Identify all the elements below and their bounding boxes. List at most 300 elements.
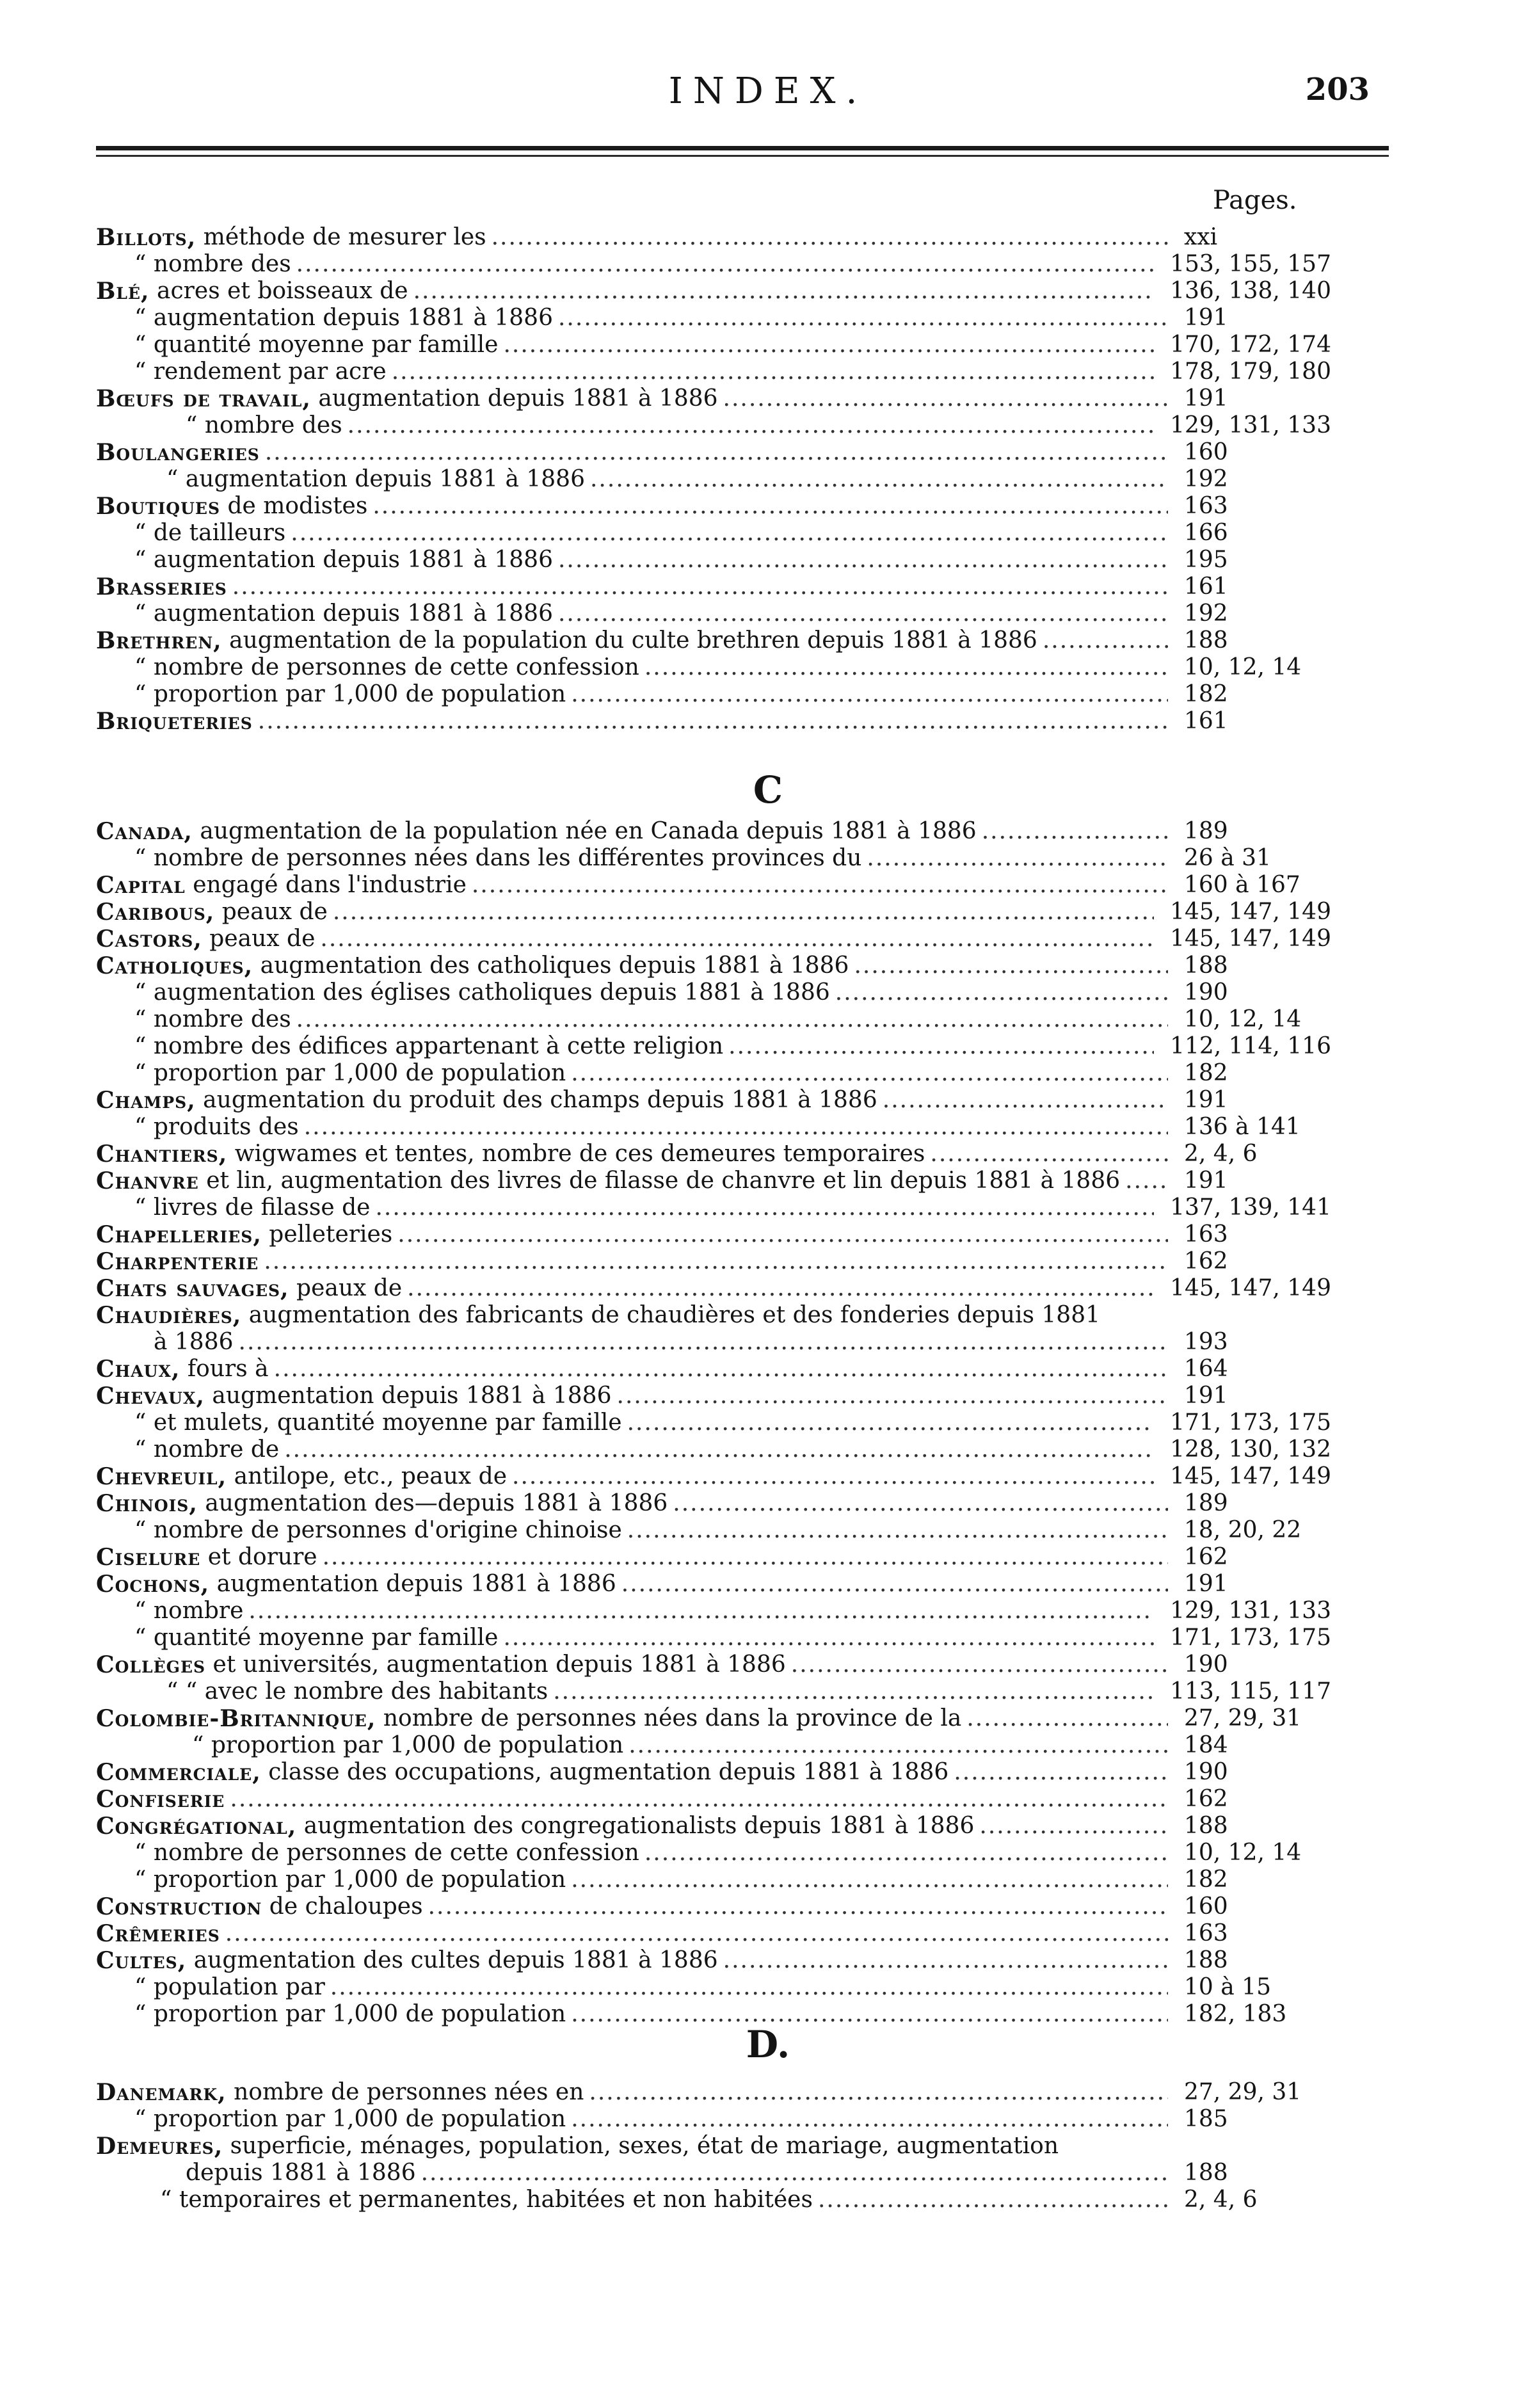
index-entry	[96, 1114, 1331, 1141]
dot-leader	[375, 1194, 1154, 1221]
index-section-c	[96, 818, 1331, 2028]
entry-pages: 160	[1184, 1893, 1228, 1920]
index-entry	[96, 547, 1331, 574]
entry-pages: 163	[1184, 493, 1228, 519]
dot-leader	[558, 600, 1168, 627]
entry-pages: 189	[1184, 1490, 1228, 1516]
entry-description: antilope, etc., peaux de	[227, 1463, 508, 1489]
entry-heading: Castors,	[96, 926, 202, 952]
entry-text	[96, 1947, 1168, 1974]
entry-description: “ nombre des	[134, 1006, 291, 1032]
entry-text	[96, 1759, 1168, 1786]
entry-heading: Danemark,	[96, 2079, 227, 2106]
entry-heading: Chinois,	[96, 1490, 198, 1517]
dot-leader	[954, 1759, 1168, 1786]
entry-description: augmentation de la population du culte brethren depuis 1881 à 1886	[221, 627, 1037, 654]
entry-pages: 163	[1184, 1920, 1228, 1946]
dot-leader	[571, 1060, 1168, 1087]
entry-text	[96, 872, 1168, 899]
entry-pages: 185	[1184, 2106, 1228, 2132]
entry-text	[96, 2160, 1168, 2187]
dot-leader	[628, 1732, 1168, 1759]
index-section-b	[96, 224, 1331, 735]
dot-leader	[397, 1221, 1168, 1248]
entry-text	[96, 305, 1168, 332]
entry-description: “ population par	[134, 1974, 325, 2000]
index-entry	[96, 520, 1331, 547]
dot-leader	[558, 547, 1168, 574]
entry-description: peaux de	[202, 926, 316, 952]
dot-leader	[372, 493, 1168, 520]
entry-text	[96, 439, 1168, 466]
entry-text	[96, 2079, 1168, 2106]
dot-leader	[330, 1974, 1168, 2001]
dot-leader	[225, 1920, 1168, 1947]
entry-pages: 136, 138, 140	[1170, 278, 1331, 304]
index-entry	[96, 2187, 1331, 2213]
entry-text	[96, 251, 1154, 278]
entry-text	[96, 1705, 1168, 1732]
index-entry	[96, 385, 1331, 412]
entry-text	[96, 358, 1154, 385]
index-entry	[96, 1194, 1331, 1221]
entry-heading: Blé,	[96, 278, 150, 305]
entry-pages: 162	[1184, 1544, 1228, 1570]
index-entry	[96, 952, 1331, 979]
entry-description: nombre de personnes nées en	[226, 2079, 584, 2105]
entry-heading: Brethren,	[96, 627, 222, 654]
entry-text	[96, 1786, 1168, 1813]
entry-description: augmentation des cultes depuis 1881 à 1886	[186, 1947, 718, 1973]
index-entry	[96, 1813, 1331, 1840]
entry-heading: Demeures,	[96, 2133, 223, 2160]
index-entry	[96, 1517, 1331, 1544]
dot-leader	[723, 385, 1168, 412]
entry-heading: Caribous,	[96, 899, 215, 926]
entry-text	[96, 627, 1168, 654]
entry-pages: 145, 147, 149	[1170, 926, 1331, 952]
dot-leader	[571, 681, 1168, 708]
dot-leader	[512, 1463, 1154, 1490]
entry-heading: Briqueteries	[96, 708, 253, 735]
section-letter-d: D.	[746, 2023, 790, 2066]
entry-heading: Chaux,	[96, 1356, 180, 1383]
dot-leader	[230, 1786, 1168, 1813]
dot-leader	[258, 708, 1168, 735]
dot-leader	[644, 654, 1168, 681]
entry-heading: Crêmeries	[96, 1920, 220, 1947]
entry-text	[96, 952, 1168, 979]
dot-leader	[1043, 627, 1168, 654]
entry-text	[96, 1571, 1168, 1598]
entry-description: “ augmentation depuis 1881 à 1886	[134, 547, 553, 573]
dot-leader	[472, 872, 1168, 899]
entry-text	[96, 1194, 1154, 1221]
entry-pages: 191	[1184, 385, 1228, 412]
header-rule-thin	[96, 155, 1389, 157]
entry-description: “ temporaires et permanentes, habitées et non habitées	[160, 2187, 813, 2213]
entry-pages: 188	[1184, 2160, 1228, 2186]
entry-description: augmentation des—depuis 1881 à 1886	[197, 1490, 668, 1516]
entry-text	[96, 1141, 1168, 1168]
entry-text	[96, 600, 1168, 627]
index-entry	[96, 1141, 1331, 1168]
entry-description: augmentation de la population née en Canada depuis 1881 à 1886	[192, 818, 977, 844]
index-section-d	[96, 2079, 1331, 2213]
entry-pages: 193	[1184, 1329, 1228, 1355]
entry-heading: Chapelleries,	[96, 1221, 262, 1248]
entry-pages: 188	[1184, 952, 1228, 979]
index-entry	[96, 305, 1331, 332]
index-entry	[96, 1033, 1331, 1060]
entry-pages: 164	[1184, 1356, 1228, 1382]
index-entry	[96, 1490, 1331, 1517]
entry-description: peaux de	[214, 899, 328, 925]
entry-heading: Commerciale,	[96, 1759, 261, 1786]
index-entry	[96, 627, 1331, 654]
entry-pages: 10 à 15	[1184, 1974, 1271, 2000]
dot-leader	[627, 1409, 1154, 1436]
dot-leader	[392, 358, 1154, 385]
entry-description: augmentation depuis 1881 à 1886	[310, 385, 718, 412]
entry-pages: 178, 179, 180	[1170, 358, 1331, 385]
entry-text	[96, 1893, 1168, 1920]
index-entry	[96, 681, 1331, 708]
section-letter-c: C	[753, 768, 783, 812]
entry-heading: Congrégational,	[96, 1813, 297, 1840]
index-entry	[96, 1571, 1331, 1598]
entry-description: méthode de mesurer les	[196, 224, 486, 250]
index-entry	[96, 466, 1331, 493]
index-entry	[96, 1759, 1331, 1786]
dot-leader	[558, 305, 1168, 332]
entry-text	[96, 818, 1168, 845]
entry-heading: Charpenterie	[96, 1248, 259, 1275]
dot-leader	[248, 1598, 1154, 1625]
entry-pages: 191	[1184, 1168, 1228, 1194]
entry-description: “ augmentation depuis 1881 à 1886	[166, 466, 585, 492]
entry-pages: 10, 12, 14	[1184, 654, 1302, 680]
dot-leader	[265, 439, 1168, 466]
entry-text	[96, 1517, 1168, 1544]
dot-leader	[320, 926, 1154, 952]
index-entry	[96, 1786, 1331, 1813]
index-entry	[96, 1248, 1331, 1275]
entry-description: “ rendement par acre	[134, 358, 387, 385]
index-entry	[96, 818, 1331, 845]
entry-description: augmentation depuis 1881 à 1886	[204, 1383, 612, 1409]
entry-text	[96, 493, 1168, 520]
entry-description: “ quantité moyenne par famille	[134, 332, 499, 358]
entry-description: acres et boisseaux de	[149, 278, 408, 304]
entry-pages: 171, 173, 175	[1170, 1409, 1331, 1436]
entry-pages: 191	[1184, 1383, 1228, 1409]
dot-leader	[617, 1383, 1169, 1409]
entry-pages: 191	[1184, 305, 1228, 331]
dot-leader	[835, 979, 1168, 1006]
entry-description: depuis 1881 à 1886	[186, 2160, 416, 2186]
entry-text	[96, 1356, 1168, 1383]
entry-heading: Canada,	[96, 818, 193, 845]
entry-description: “ nombre des	[134, 251, 291, 277]
entry-pages: 18, 20, 22	[1184, 1517, 1302, 1543]
entry-text	[96, 1033, 1154, 1060]
entry-description: “ proportion par 1,000 de population	[134, 2001, 566, 2027]
entry-heading: Chevreuil,	[96, 1463, 227, 1490]
index-entry	[96, 224, 1331, 251]
entry-pages: 136 à 141	[1184, 1114, 1300, 1140]
entry-description: et lin, augmentation des livres de filasse de chanvre et lin depuis 1881 à 1886	[198, 1168, 1121, 1194]
dot-leader	[239, 1329, 1168, 1356]
index-entry	[96, 1625, 1331, 1651]
dot-leader	[818, 2187, 1168, 2213]
entry-text	[96, 1920, 1168, 1947]
entry-text	[96, 278, 1154, 305]
entry-description: “ nombre de personnes d'origine chinoise	[134, 1517, 622, 1543]
entry-text	[96, 2106, 1168, 2133]
entry-text	[96, 1974, 1168, 2001]
entry-pages: xxi	[1184, 224, 1218, 250]
entry-heading: Chantiers,	[96, 1141, 228, 1168]
entry-text	[96, 1302, 1168, 1329]
pages-column-label: Pages.	[1213, 186, 1297, 215]
entry-pages: 129, 131, 133	[1170, 412, 1331, 438]
index-entry	[96, 654, 1331, 681]
entry-text	[96, 1463, 1154, 1490]
entry-description: “ proportion par 1,000 de population	[134, 2106, 566, 2132]
entry-text	[96, 1840, 1168, 1866]
index-entry	[96, 251, 1331, 278]
entry-pages: 129, 131, 133	[1170, 1598, 1331, 1624]
entry-pages: 153, 155, 157	[1170, 251, 1331, 277]
entry-description: “ proportion par 1,000 de population	[134, 681, 566, 707]
index-entry	[96, 1732, 1331, 1759]
entry-description: “ de tailleurs	[134, 520, 286, 546]
entry-description: augmentation des catholiques depuis 1881 à 1886	[253, 952, 849, 979]
entry-text	[96, 1168, 1168, 1194]
entry-text	[96, 520, 1168, 547]
entry-description: à 1886	[154, 1329, 234, 1355]
entry-pages: 189	[1184, 818, 1228, 844]
index-entry	[96, 2106, 1331, 2133]
entry-description: de chaloupes	[262, 1893, 423, 1920]
index-entry	[96, 600, 1331, 627]
index-entry	[96, 1275, 1331, 1302]
entry-description: nombre de personnes nées dans la province de la	[376, 1705, 962, 1731]
dot-leader	[348, 412, 1154, 439]
entry-description: “ nombre	[134, 1598, 244, 1624]
entry-description: “ augmentation depuis 1881 à 1886	[134, 600, 553, 627]
entry-text	[96, 1060, 1168, 1087]
entry-text	[96, 2133, 1168, 2160]
entry-pages: 188	[1184, 627, 1228, 654]
entry-description: pelleteries	[261, 1221, 393, 1248]
entry-text	[96, 1866, 1168, 1893]
entry-pages: 188	[1184, 1947, 1228, 1973]
header-rule-thick	[96, 146, 1389, 150]
dot-leader	[571, 1866, 1168, 1893]
entry-heading: Boutiques	[96, 493, 220, 520]
entry-text	[96, 1436, 1154, 1463]
page-title: INDEX.	[668, 70, 868, 112]
index-entry	[96, 1651, 1331, 1678]
entry-heading: Confiserie	[96, 1786, 225, 1813]
entry-pages: 2, 4, 6	[1184, 1141, 1258, 1167]
entry-text	[96, 332, 1154, 358]
entry-heading: Construction	[96, 1893, 262, 1920]
dot-leader	[982, 818, 1168, 845]
entry-pages: 162	[1184, 1248, 1228, 1274]
index-entry	[96, 1409, 1331, 1436]
entry-heading: Cultes,	[96, 1947, 187, 1974]
entry-text	[96, 466, 1168, 493]
index-entry	[96, 358, 1331, 385]
index-entry	[96, 926, 1331, 952]
entry-heading: Capital	[96, 872, 186, 899]
dot-leader	[627, 1517, 1168, 1544]
entry-pages: 162	[1184, 1786, 1228, 1812]
entry-text	[96, 1409, 1154, 1436]
entry-text	[96, 1732, 1168, 1759]
dot-leader	[644, 1840, 1168, 1866]
dot-leader	[503, 332, 1154, 358]
index-entry	[96, 1947, 1331, 1974]
entry-pages: 195	[1184, 547, 1228, 573]
dot-leader	[571, 2106, 1168, 2133]
entry-heading: Ciselure	[96, 1544, 201, 1571]
index-entry	[96, 899, 1331, 926]
index-entry	[96, 1705, 1331, 1732]
index-entry	[96, 439, 1331, 466]
index-entry	[96, 1920, 1331, 1947]
entry-description: “ nombre de personnes de cette confession	[134, 654, 639, 680]
index-entry	[96, 1087, 1331, 1114]
dot-leader	[413, 278, 1155, 305]
entry-pages: 161	[1184, 574, 1228, 600]
entry-description: “ nombre de	[134, 1436, 280, 1463]
entry-description: et dorure	[200, 1544, 317, 1570]
dot-leader	[291, 520, 1168, 547]
dot-leader	[728, 1033, 1154, 1060]
entry-pages: 191	[1184, 1087, 1228, 1113]
index-entry	[96, 412, 1331, 439]
entry-heading: Billots,	[96, 224, 196, 251]
entry-heading: Collèges	[96, 1651, 206, 1678]
entry-description: augmentation du produit des champs depuis 1881 à 1886	[195, 1087, 877, 1113]
dot-leader	[407, 1275, 1154, 1302]
entry-pages: 128, 130, 132	[1170, 1436, 1331, 1463]
entry-heading: Chaudières,	[96, 1302, 242, 1329]
index-entry	[96, 1598, 1331, 1625]
entry-description: fours à	[180, 1356, 269, 1382]
index-entry	[96, 845, 1331, 872]
entry-text	[96, 926, 1154, 952]
dot-leader	[284, 1436, 1154, 1463]
index-entry	[96, 2133, 1331, 2160]
entry-description: augmentation des congregationalists depuis 1881 à 1886	[296, 1813, 975, 1839]
dot-leader	[791, 1651, 1168, 1678]
entry-pages: 170, 172, 174	[1170, 332, 1331, 358]
index-entry	[96, 1436, 1331, 1463]
dot-leader	[966, 1705, 1168, 1732]
index-entry	[96, 2160, 1331, 2187]
index-entry	[96, 1866, 1331, 1893]
entry-heading: Chanvre	[96, 1168, 199, 1194]
entry-text	[96, 979, 1168, 1006]
dot-leader	[589, 2079, 1168, 2106]
entry-heading: Bœufs de travail,	[96, 385, 311, 412]
entry-description: “ nombre de personnes nées dans les différentes provinces du	[134, 845, 862, 871]
entry-heading: Chevaux,	[96, 1383, 205, 1409]
index-entry	[96, 1329, 1331, 1356]
entry-description: et universités, augmentation depuis 1881 à 1886	[205, 1651, 786, 1678]
index-entry	[96, 1840, 1331, 1866]
index-entry	[96, 2079, 1331, 2106]
dot-leader	[274, 1356, 1168, 1383]
dot-leader	[492, 224, 1168, 251]
entry-heading: Brasseries	[96, 574, 227, 600]
index-entry	[96, 1974, 1331, 2001]
dot-leader	[979, 1813, 1168, 1840]
entry-text	[96, 654, 1168, 681]
entry-text	[96, 1275, 1154, 1302]
dot-leader	[296, 1006, 1168, 1033]
entry-pages: 145, 147, 149	[1170, 899, 1331, 925]
entry-text	[96, 1598, 1154, 1625]
entry-pages: 171, 173, 175	[1170, 1625, 1331, 1651]
entry-text	[96, 1625, 1154, 1651]
entry-pages: 161	[1184, 708, 1228, 734]
entry-pages: 192	[1184, 466, 1228, 492]
entry-pages: 191	[1184, 1571, 1228, 1597]
entry-pages: 190	[1184, 1651, 1228, 1678]
entry-pages: 145, 147, 149	[1170, 1275, 1331, 1301]
entry-pages: 27, 29, 31	[1184, 2079, 1302, 2105]
entry-description: superficie, ménages, population, sexes, état de mariage, augmentation	[223, 2133, 1059, 2159]
entry-pages: 160 à 167	[1184, 872, 1300, 898]
entry-text	[96, 1114, 1168, 1141]
entry-text	[96, 547, 1168, 574]
entry-description: peaux de	[289, 1275, 403, 1301]
dot-leader	[621, 1571, 1168, 1598]
index-entry	[96, 1168, 1331, 1194]
entry-description: “ produits des	[134, 1114, 299, 1140]
dot-leader	[304, 1114, 1168, 1141]
entry-description: “ proportion par 1,000 de population	[134, 1060, 566, 1086]
entry-description: “ et mulets, quantité moyenne par famille	[134, 1409, 622, 1436]
dot-leader	[590, 466, 1168, 493]
entry-text	[96, 1813, 1168, 1840]
entry-pages: 188	[1184, 1813, 1228, 1839]
entry-description: “ nombre des	[186, 412, 342, 438]
entry-heading: Catholiques,	[96, 952, 253, 979]
entry-text	[96, 1651, 1168, 1678]
index-entry	[96, 979, 1331, 1006]
entry-pages: 113, 115, 117	[1170, 1678, 1331, 1705]
entry-text	[96, 574, 1168, 600]
dot-leader	[333, 899, 1154, 926]
index-entry	[96, 1356, 1331, 1383]
entry-text	[96, 224, 1168, 251]
entry-text	[96, 708, 1168, 735]
entry-heading: Chats sauvages,	[96, 1275, 289, 1302]
entry-text	[96, 1006, 1168, 1033]
index-entry	[96, 1544, 1331, 1571]
entry-text	[96, 2187, 1168, 2213]
entry-description: classe des occupations, augmentation depuis 1881 à 1886	[260, 1759, 949, 1785]
entry-description: “ proportion par 1,000 de population	[192, 1732, 624, 1758]
entry-pages: 166	[1184, 520, 1228, 546]
